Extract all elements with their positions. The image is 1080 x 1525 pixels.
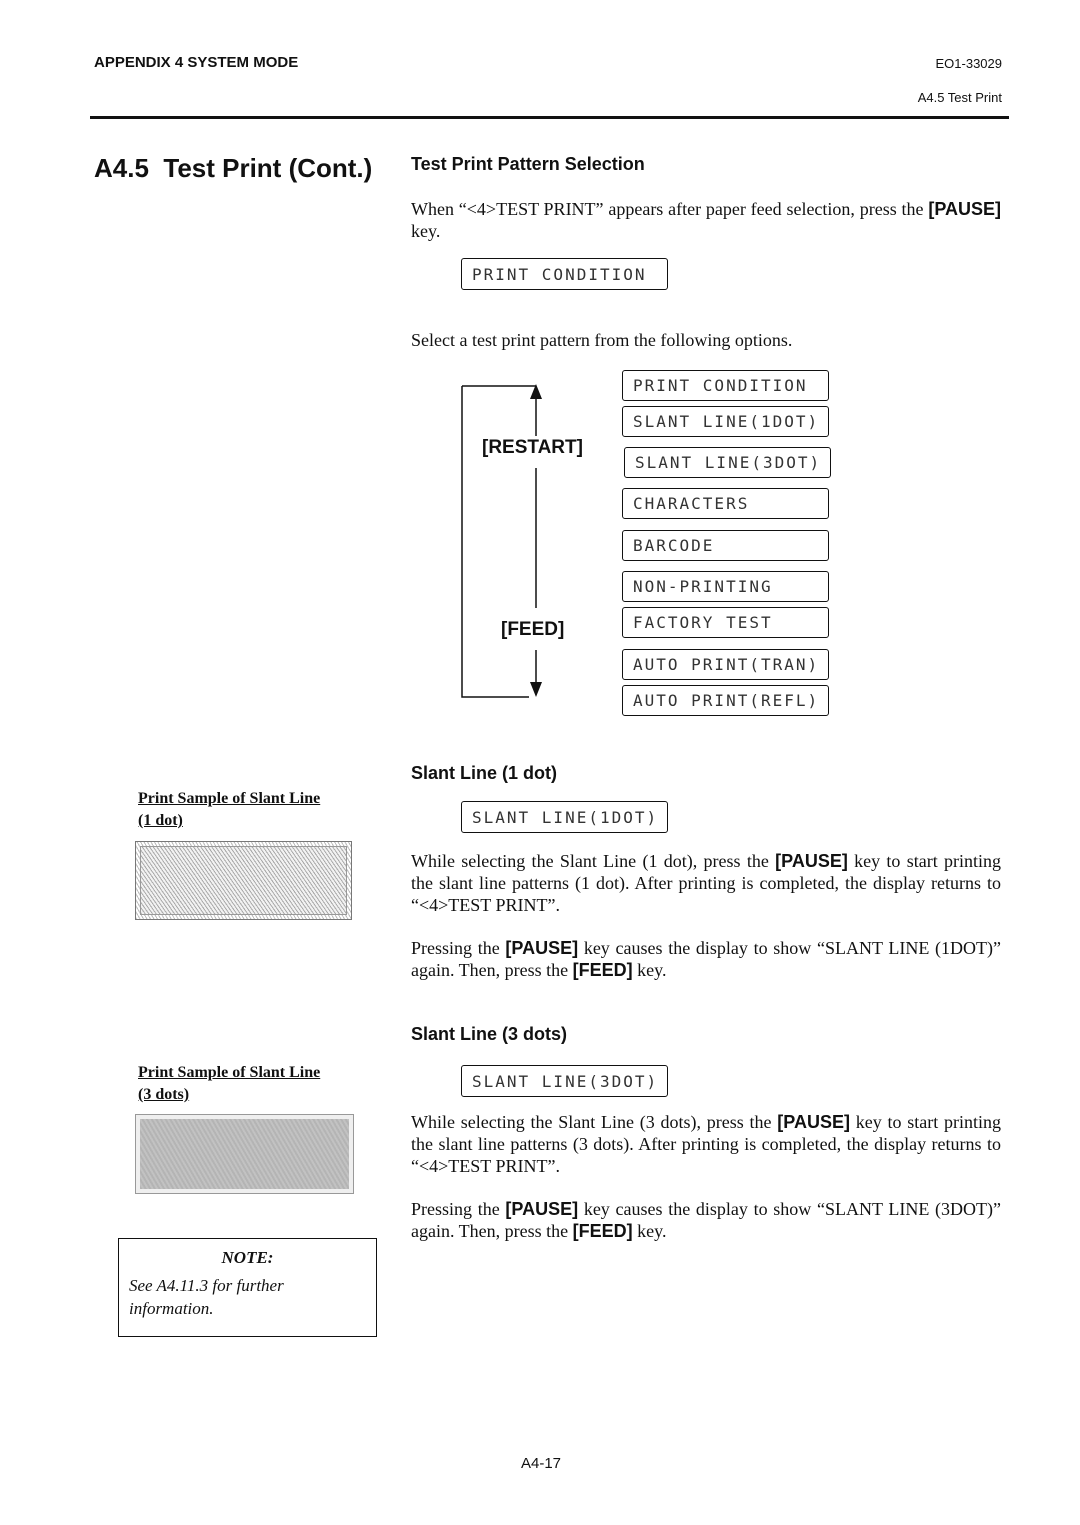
pause-key-label: [PAUSE] [505, 938, 579, 958]
page-number: A4-17 [521, 1455, 562, 1472]
intro-text-end: key. [411, 221, 441, 241]
slant-line-3dot-sample-image [135, 1114, 354, 1194]
slant1-p1-text: While selecting the Slant Line (1 dot), press the [411, 851, 769, 871]
option-non-printing: NON-PRINTING [622, 571, 829, 602]
slant3-p2-text-mid: key causes the display to show “SLANT LINE (3DOT)” again. Then, press the [411, 1199, 1002, 1241]
feed-key-label: [FEED] [572, 960, 633, 980]
note-text: See A4.11.3 for further information. [129, 1276, 284, 1318]
caption-line: Print Sample of Slant Line [138, 1064, 321, 1081]
restart-feed-arrow-diagram [455, 378, 555, 704]
option-slant-line-3dot: SLANT LINE(3DOT) [624, 447, 831, 478]
pattern-selection-heading: Test Print Pattern Selection [411, 154, 645, 174]
slant3-p1-text-end: key to start printing the slant line patterns (3 dots). After printing is completed, the display returns to “<4>TEST PRINT”. [411, 1112, 1002, 1176]
slant3-heading: Slant Line (3 dots) [411, 1024, 568, 1044]
slant3-p2-text-end: key. [637, 1221, 667, 1241]
header-rule [90, 116, 1009, 119]
slant3-paragraph-1 [411, 1111, 1001, 1177]
slant1-heading: Slant Line (1 dot) [411, 763, 557, 783]
slant3-p2-text: Pressing the [411, 1199, 500, 1219]
option-slant-line-1dot: SLANT LINE(1DOT) [622, 406, 829, 437]
pause-key-label: [PAUSE] [928, 199, 1002, 219]
slant3-p1-text: While selecting the Slant Line (3 dots), press the [411, 1112, 772, 1132]
option-factory-test: FACTORY TEST [622, 607, 829, 638]
slant-pattern [140, 846, 347, 915]
pattern-selection-intro [411, 198, 1001, 242]
note-box [118, 1238, 377, 1337]
header-doc-id: EO1-33029 [935, 56, 1002, 71]
slant1-p1-text-end: key to start printing the slant line patterns (1 dot). After printing is completed, the display returns to “<4>TEST PRINT”. [411, 851, 1002, 915]
feed-key-label: [FEED] [572, 1221, 633, 1241]
slant1-paragraph-2 [411, 937, 1001, 981]
lcd-display-slant-1dot: SLANT LINE(1DOT) [461, 801, 668, 833]
note-title: NOTE: [221, 1248, 274, 1267]
lcd-display-print-condition: PRINT CONDITION [461, 258, 668, 290]
header-section-title: APPENDIX 4 SYSTEM MODE [94, 54, 299, 71]
option-characters: CHARACTERS [622, 488, 829, 519]
caption-line: (1 dot) [138, 812, 183, 829]
pause-key-label: [PAUSE] [775, 851, 848, 871]
slant1-p2-text: Pressing the [411, 938, 500, 958]
page-title: A4.5 Test Print (Cont.) [94, 153, 373, 183]
option-barcode: BARCODE [622, 530, 829, 561]
feed-key-label: [FEED] [501, 619, 565, 640]
slant1-p2-text-end: key. [637, 960, 667, 980]
intro-text: When “<4>TEST PRINT” appears after paper feed selection, press the [411, 199, 924, 219]
caption-line: Print Sample of Slant Line [138, 790, 321, 807]
select-pattern-text: Select a test print pattern from the following options. [411, 330, 793, 350]
slant-pattern [140, 1119, 349, 1189]
pause-key-label: [PAUSE] [505, 1199, 579, 1219]
option-print-condition: PRINT CONDITION [622, 370, 829, 401]
slant1-p2-text-mid: key causes the display to show “SLANT LINE (1DOT)” again. Then, press the [411, 938, 1002, 980]
slant1-sample-caption [138, 788, 320, 832]
caption-line: (3 dots) [138, 1086, 190, 1103]
pause-key-label: [PAUSE] [777, 1112, 850, 1132]
slant3-sample-caption [138, 1062, 320, 1106]
slant-line-1dot-sample-image [135, 841, 352, 920]
restart-key-label: [RESTART] [482, 437, 583, 458]
header-subsection: A4.5 Test Print [917, 90, 1002, 105]
option-auto-print-tran: AUTO PRINT(TRAN) [622, 649, 829, 680]
slant1-paragraph-1 [411, 850, 1001, 916]
lcd-display-slant-3dot: SLANT LINE(3DOT) [461, 1065, 668, 1097]
option-auto-print-refl: AUTO PRINT(REFL) [622, 685, 829, 716]
slant3-paragraph-2 [411, 1198, 1001, 1242]
